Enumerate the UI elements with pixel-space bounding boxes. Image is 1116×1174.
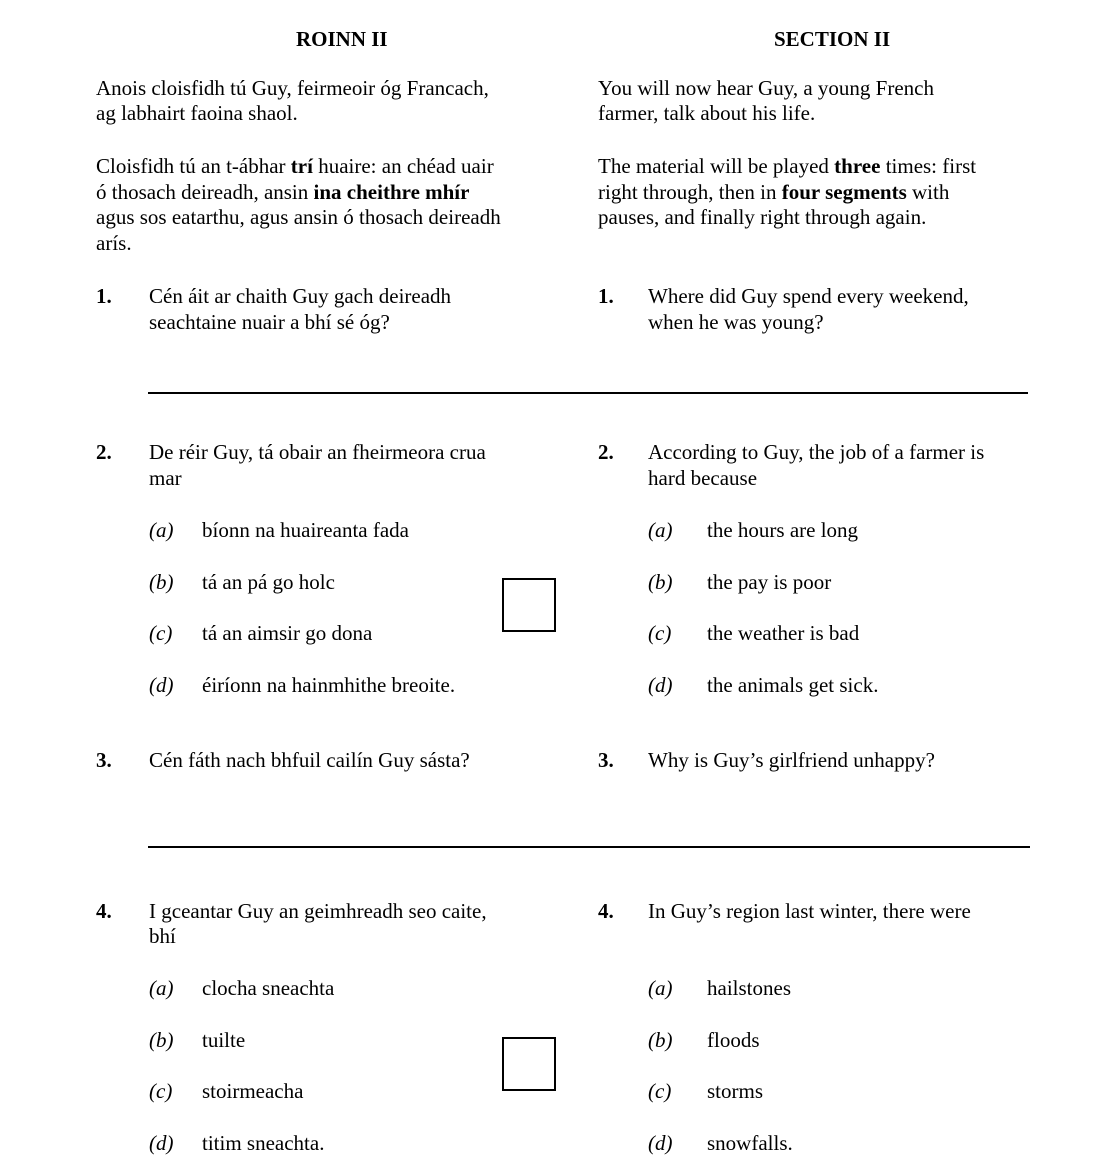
question-4-number-english: 4. — [598, 899, 614, 923]
question-4-irish-line: I gceantar Guy an geimhreadh seo caite, — [149, 899, 487, 923]
question-3-number-irish: 3. — [96, 748, 112, 772]
question-3-irish: Cén fáth nach bhfuil cailín Guy sásta? — [149, 748, 470, 772]
section-heading-english: SECTION II — [774, 27, 891, 51]
option-irish: tá an aimsir go dona — [202, 621, 373, 645]
option-english: snowfalls. — [707, 1131, 793, 1155]
question-2-number-english: 2. — [598, 440, 614, 464]
option-english: the pay is poor — [707, 570, 832, 594]
question-2-number-irish: 2. — [96, 440, 112, 464]
option-irish: stoirmeacha — [202, 1079, 304, 1103]
question-2-irish-line: De réir Guy, tá obair an fheirmeora crua — [149, 440, 486, 464]
question-4-english-line: In Guy’s region last winter, there were — [648, 899, 971, 923]
option-label-a: (a) — [648, 976, 673, 1000]
option-label-a: (a) — [648, 518, 673, 542]
option-english: floods — [707, 1028, 760, 1052]
question-1-number-irish: 1. — [96, 284, 112, 308]
answer-box-question-4[interactable] — [502, 1037, 556, 1091]
question-1-english-line: when he was young? — [648, 310, 824, 334]
intro-irish-line: ag labhairt faoina shaol. — [96, 101, 298, 125]
instructions-english-line: pauses, and finally right through again. — [598, 205, 927, 229]
question-4-number-irish: 4. — [96, 899, 112, 923]
instructions-irish-line: Cloisfidh tú an t-ábhar trí huaire: an chéad uair — [96, 154, 494, 178]
question-1-irish-line: seachtaine nuair a bhí sé óg? — [149, 310, 390, 334]
intro-english-line: You will now hear Guy, a young French — [598, 76, 934, 100]
question-3-number-english: 3. — [598, 748, 614, 772]
instructions-english-line: The material will be played three times: first — [598, 154, 977, 178]
question-2-english-line: According to Guy, the job of a farmer is — [648, 440, 985, 464]
option-label-b: (b) — [648, 570, 673, 594]
option-label-c: (c) — [149, 621, 173, 645]
question-2-irish-line: mar — [149, 466, 182, 490]
intro-english-line: farmer, talk about his life. — [598, 101, 816, 125]
option-label-c: (c) — [648, 621, 672, 645]
instructions-irish-line: agus sos eatarthu, agus ansin ó thosach deireadh — [96, 205, 501, 229]
option-label-c: (c) — [149, 1079, 173, 1103]
option-label-c: (c) — [648, 1079, 672, 1103]
option-label-d: (d) — [149, 1131, 174, 1155]
option-irish: tá an pá go holc — [202, 570, 335, 594]
option-irish: éiríonn na hainmhithe breoite. — [202, 673, 456, 697]
option-english: hailstones — [707, 976, 791, 1000]
option-english: the weather is bad — [707, 621, 860, 645]
question-4-irish-line: bhí — [149, 924, 176, 948]
option-irish: tuilte — [202, 1028, 246, 1052]
option-label-b: (b) — [149, 570, 174, 594]
option-label-a: (a) — [149, 976, 174, 1000]
option-label-d: (d) — [648, 673, 673, 697]
answer-line-question-1[interactable] — [148, 392, 1028, 394]
answer-box-question-2[interactable] — [502, 578, 556, 632]
answer-line-question-3[interactable] — [148, 846, 1030, 848]
question-3-english: Why is Guy’s girlfriend unhappy? — [648, 748, 935, 772]
instructions-english-line: right through, then in four segments with — [598, 180, 950, 204]
section-heading-irish: ROINN II — [296, 27, 388, 51]
question-1-english-line: Where did Guy spend every weekend, — [648, 284, 969, 308]
option-irish: clocha sneachta — [202, 976, 335, 1000]
question-2-english-line: hard because — [648, 466, 758, 490]
option-irish: titim sneachta. — [202, 1131, 325, 1155]
option-label-b: (b) — [149, 1028, 174, 1052]
instructions-irish-line: arís. — [96, 231, 132, 255]
option-label-d: (d) — [149, 673, 174, 697]
option-label-a: (a) — [149, 518, 174, 542]
instructions-irish-line: ó thosach deireadh, ansin ina cheithre mhír — [96, 180, 470, 204]
option-irish: bíonn na huaireanta fada — [202, 518, 409, 542]
intro-irish-line: Anois cloisfidh tú Guy, feirmeoir óg Francach, — [96, 76, 489, 100]
option-label-b: (b) — [648, 1028, 673, 1052]
option-english: storms — [707, 1079, 764, 1103]
question-1-irish-line: Cén áit ar chaith Guy gach deireadh — [149, 284, 452, 308]
question-1-number-english: 1. — [598, 284, 614, 308]
option-english: the animals get sick. — [707, 673, 879, 697]
option-label-d: (d) — [648, 1131, 673, 1155]
option-english: the hours are long — [707, 518, 859, 542]
